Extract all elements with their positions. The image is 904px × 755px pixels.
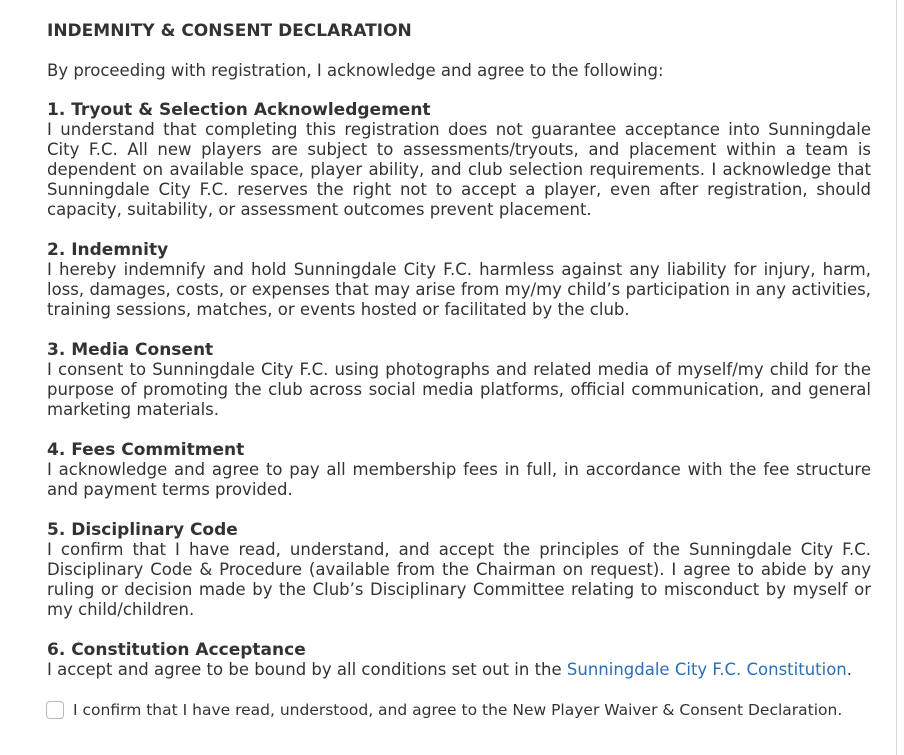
declaration-panel (47, 20, 871, 700)
declaration-intro: By proceeding with registration, I acknowledge and agree to the following: (47, 61, 664, 80)
section-body: I hereby indemnify and hold Sunningdale City F.C. harmless against any liability for injury, harm, loss, damages, costs, or expenses that may arise from my/my child’s participation in any activities, training sessions, matches, or events hosted or facilitated by the club. (47, 260, 871, 319)
section-title: 6. Constitution Acceptance (47, 640, 306, 660)
section-title: 2. Indemnity (47, 240, 169, 260)
section-title: 4. Fees Commitment (47, 440, 245, 460)
section-body: I understand that completing this registration does not guarantee acceptance into Sunningdale City F.C. All new players are subject to assessments/tryouts, and placement within a team is dependent on available space, player ability, and club selection requirements. I acknowledge that Sunningdale City F.C. reserves the right not to accept a player, even after registration, should capacity, suitability, or assessment outcomes prevent placement. (47, 120, 871, 219)
declaration-heading: INDEMNITY & CONSENT DECLARATION (47, 21, 412, 41)
constitution-link[interactable]: Sunningdale City F.C. Constitution (566, 660, 847, 679)
section-tryout (47, 100, 871, 220)
section-title: 1. Tryout & Selection Acknowledgement (47, 100, 431, 120)
confirm-checkbox[interactable] (46, 701, 64, 719)
scroll-edge (896, 0, 897, 755)
section-disciplinary (47, 520, 871, 620)
constitution-text: I accept and agree to be bound by all conditions set out in the (47, 660, 567, 679)
section-body: I confirm that I have read, understand, and accept the principles of the Sunningdale City F.C. Disciplinary Code & Procedure (available from the Chairman on request). I agree to abide by any ruling or decision made by the Club’s Disciplinary Committee relating to misconduct by myself or my child/children. (47, 540, 871, 619)
section-body: I acknowledge and agree to pay all membership fees in full, in accordance with the fee structure and payment terms provided. (47, 460, 871, 499)
confirm-row[interactable] (46, 700, 842, 720)
constitution-suffix: . (846, 660, 853, 679)
section-body: I consent to Sunningdale City F.C. using photographs and related media of myself/my child for the purpose of promoting the club across social media platforms, official communication, and general marketing materials. (47, 360, 871, 419)
section-media-consent (47, 340, 871, 420)
section-title: 3. Media Consent (47, 340, 214, 360)
section-body (47, 660, 871, 680)
section-constitution (47, 640, 871, 680)
section-title: 5. Disciplinary Code (47, 520, 238, 540)
section-fees (47, 440, 871, 500)
confirm-label[interactable]: I confirm that I have read, understood, and agree to the New Player Waiver & Consent Declaration. (73, 701, 843, 719)
section-indemnity (47, 240, 871, 320)
